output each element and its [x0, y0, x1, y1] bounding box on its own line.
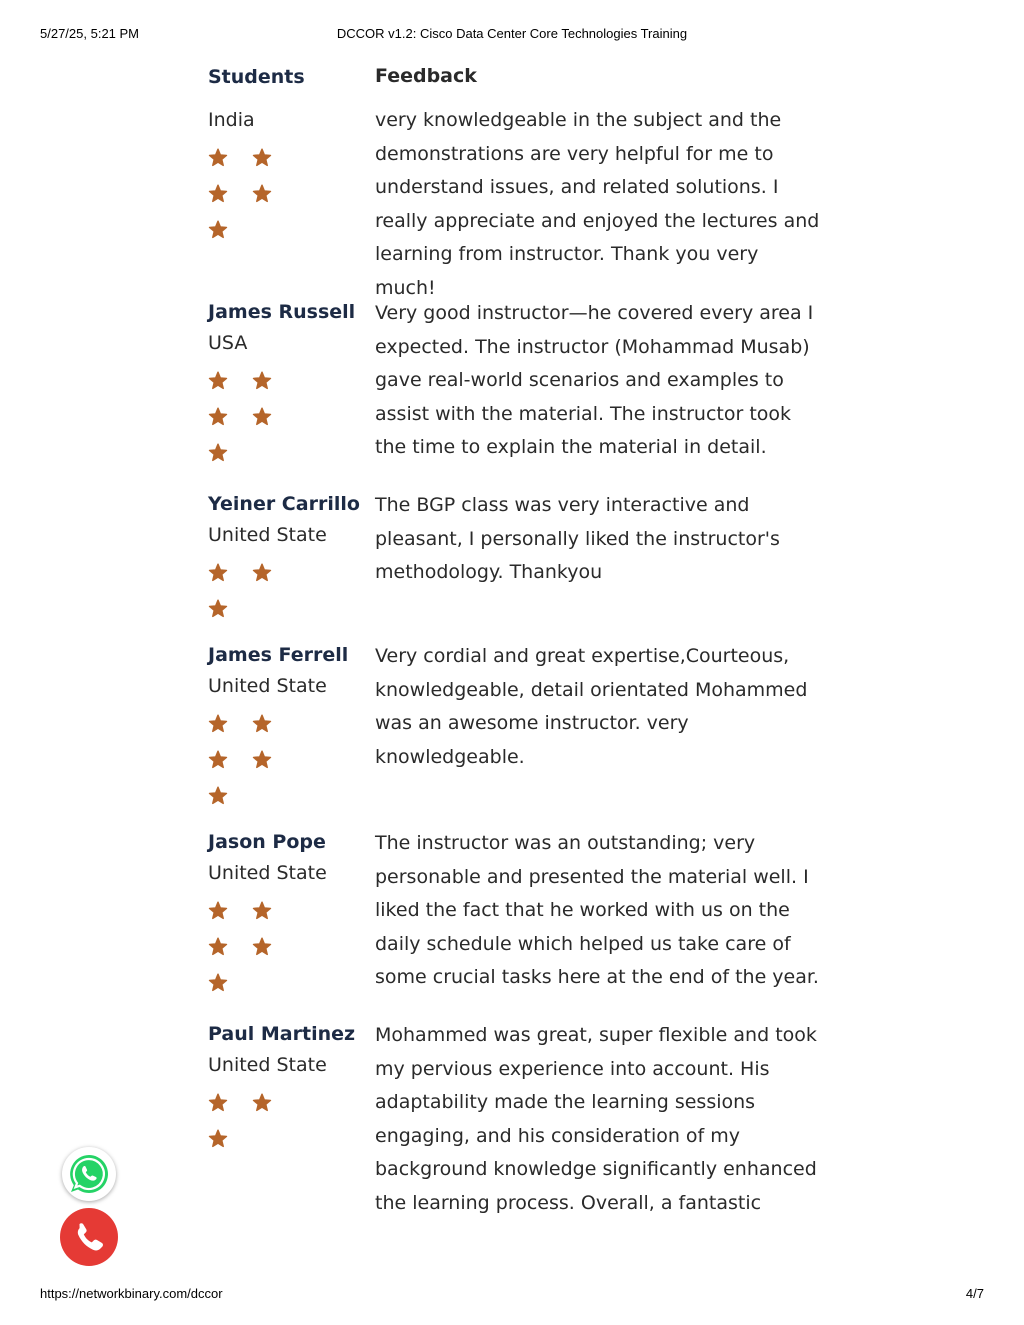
whatsapp-icon	[67, 1152, 111, 1196]
star-rating	[208, 706, 328, 814]
student-cell	[208, 489, 375, 627]
star-icon	[208, 778, 252, 814]
star-icon	[208, 176, 252, 212]
star-icon	[208, 929, 252, 965]
student-name: Paul Martinez	[208, 1023, 356, 1045]
star-rating	[208, 893, 328, 1001]
star-icon	[208, 742, 252, 778]
student-country: United State	[208, 1054, 327, 1076]
call-button[interactable]	[60, 1208, 118, 1266]
student-country: United State	[208, 524, 327, 546]
table-row	[208, 1019, 828, 1221]
student-cell	[208, 827, 375, 1001]
star-rating	[208, 140, 328, 248]
star-icon	[252, 363, 296, 399]
table-row	[208, 297, 828, 471]
star-icon	[208, 1121, 252, 1157]
star-rating	[208, 1085, 328, 1157]
star-icon	[208, 399, 252, 435]
star-rating	[208, 363, 328, 471]
feedback-text: Very good instructor—he covered every area I expected. The instructor (Mohammad Musab) gave real-world scenarios and examples to assist with the material. The instructor took the time to explain the material in detail.	[375, 302, 814, 459]
feedback-column-header: Feedback	[375, 65, 477, 88]
star-icon	[208, 893, 252, 929]
feedback-text: very knowledgeable in the subject and the demonstrations are very helpful for me to understand issues, and related solutions. I really appreciate and enjoyed the lectures and learning from instructor. Thank you very much!	[375, 109, 820, 299]
star-icon	[252, 176, 296, 212]
print-datetime: 5/27/25, 5:21 PM	[40, 26, 140, 41]
page-url: https://networkbinary.com/dccor	[40, 1286, 223, 1301]
star-icon	[252, 1085, 296, 1121]
star-icon	[208, 965, 252, 1001]
student-cell	[208, 104, 375, 306]
star-icon	[208, 706, 252, 742]
feedback-text: The instructor was an outstanding; very personable and presented the material well. I liked the fact that he worked with us on the daily schedule which helped us take care of some crucial tasks here at the end of the year.	[375, 832, 819, 989]
student-country: India	[208, 109, 255, 131]
page-number: 4/7	[965, 1286, 984, 1301]
testimonials-table	[208, 62, 828, 1214]
star-icon	[208, 212, 252, 248]
feedback-text: Very cordial and great expertise,Courteous, knowledgeable, detail orientated Mohammed was an awesome instructor. very knowledgeable.	[375, 645, 808, 768]
star-icon	[252, 555, 296, 591]
phone-icon	[70, 1218, 108, 1256]
student-name: James Russell	[208, 301, 356, 323]
star-icon	[252, 893, 296, 929]
student-country: USA	[208, 332, 248, 354]
student-cell	[208, 640, 375, 814]
star-icon	[252, 706, 296, 742]
star-icon	[252, 140, 296, 176]
students-column-header: Students	[208, 66, 305, 88]
star-icon	[252, 929, 296, 965]
table-row	[208, 104, 828, 306]
table-row	[208, 827, 828, 1001]
star-rating	[208, 555, 328, 627]
star-icon	[208, 555, 252, 591]
student-name: Jason Pope	[208, 831, 326, 853]
student-name: Yeiner Carrillo	[208, 493, 360, 515]
student-cell	[208, 1019, 375, 1221]
student-name: James Ferrell	[208, 644, 349, 666]
print-footer	[0, 1286, 1024, 1302]
whatsapp-button[interactable]	[62, 1147, 116, 1201]
star-icon	[252, 399, 296, 435]
star-icon	[208, 435, 252, 471]
student-cell	[208, 297, 375, 471]
student-country: United State	[208, 862, 327, 884]
print-header	[0, 26, 1024, 42]
star-icon	[208, 140, 252, 176]
feedback-text: Mohammed was great, super flexible and took my pervious experience into account. His adaptability made the learning sessions engaging, and his consideration of my background knowledge significantly enhanced the learning process. Overall, a fantastic	[375, 1024, 817, 1214]
star-icon	[208, 591, 252, 627]
print-page-title: DCCOR v1.2: Cisco Data Center Core Technologies Training	[336, 26, 688, 41]
star-icon	[252, 742, 296, 778]
feedback-text: The BGP class was very interactive and pleasant, I personally liked the instructor's methodology. Thankyou	[375, 494, 780, 584]
star-icon	[208, 1085, 252, 1121]
star-icon	[208, 363, 252, 399]
table-header	[208, 62, 828, 92]
student-country: United State	[208, 675, 327, 697]
table-row	[208, 489, 828, 627]
table-row	[208, 640, 828, 814]
